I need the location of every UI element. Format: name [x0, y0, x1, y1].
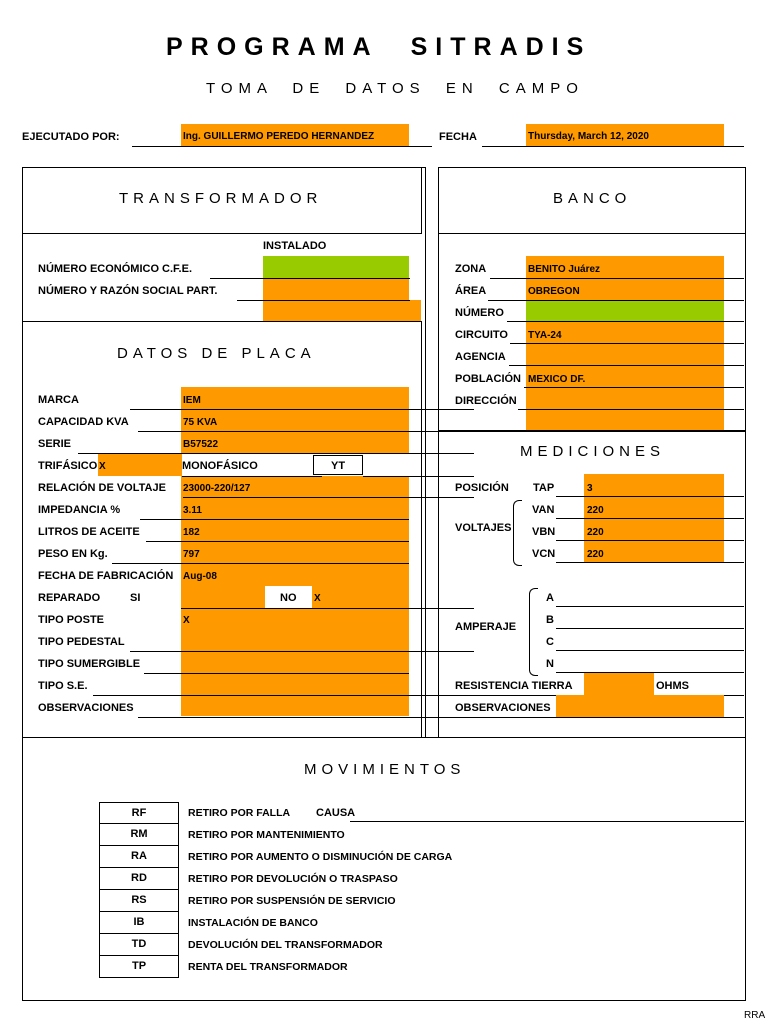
van-label: VAN: [532, 504, 555, 516]
vbn-underline: [556, 540, 744, 541]
vcn-label: VCN: [532, 548, 556, 560]
monofasico-label: MONOFÁSICO: [182, 460, 258, 472]
movimiento-desc-rf: RETIRO POR FALLA: [188, 807, 291, 819]
reparado-label: REPARADO: [38, 592, 101, 604]
ejecutado-underline: [132, 146, 432, 147]
tap-value: 3: [587, 483, 593, 494]
relacion-label: RELACIÓN DE VOLTAJE: [38, 482, 166, 494]
fecha-underline: [482, 146, 744, 147]
numero-razon-label: NÚMERO Y RAZÓN SOCIAL PART.: [38, 285, 218, 297]
movimiento-code-rd[interactable]: RD: [99, 868, 179, 890]
serie-label: SERIE: [38, 438, 72, 450]
movimiento-desc-tp: RENTA DEL TRANSFORMADOR: [188, 961, 348, 973]
amperaje-label: AMPERAJE: [455, 621, 517, 633]
area-value: OBREGON: [528, 286, 580, 297]
placa-field-block-3[interactable]: [181, 586, 265, 608]
circuito-label: CIRCUITO: [455, 329, 508, 341]
impedancia-value: 3.11: [183, 505, 202, 516]
capacidad-underline: [138, 431, 474, 432]
amperaje-c-underline: [556, 650, 744, 651]
tipo-se-label: TIPO S.E.: [38, 680, 88, 692]
trifasico-field[interactable]: [98, 454, 182, 476]
mediciones-title: MEDICIONES: [520, 443, 666, 460]
tipo-pedestal-underline: [130, 651, 474, 652]
direccion-underline: [518, 409, 744, 410]
van-value: 220: [587, 505, 604, 516]
serie-value: B57522: [183, 439, 219, 450]
placa-field-block-4[interactable]: [312, 586, 409, 608]
ejecutado-label: EJECUTADO POR:: [22, 131, 120, 143]
movimientos-title: MOVIMIENTOS: [304, 761, 466, 778]
causa-underline: [350, 821, 744, 822]
trifasico-label: TRIFÁSICO: [38, 460, 98, 472]
numero-razon-field[interactable]: [263, 278, 409, 300]
observaciones-mediciones-field[interactable]: [556, 695, 724, 717]
vbn-value: 220: [587, 527, 604, 538]
amperaje-c-label: C: [546, 636, 554, 648]
fecha-fab-label: FECHA DE FABRICACIÓN: [38, 570, 174, 582]
ejecutado-value: Ing. GUILLERMO PEREDO HERNANDEZ: [183, 131, 375, 142]
tipo-se-underline: [93, 695, 474, 696]
impedancia-label: IMPEDANCIA %: [38, 504, 121, 516]
tipo-poste-label: TIPO POSTE: [38, 614, 105, 626]
peso-label: PESO EN Kg.: [38, 548, 108, 560]
impedancia-underline: [140, 519, 409, 520]
voltajes-brace: [513, 500, 522, 566]
numero-economico-field[interactable]: [263, 256, 409, 278]
movimiento-code-ra[interactable]: RA: [99, 846, 179, 868]
numero-razon-underline: [237, 300, 410, 301]
voltajes-label: VOLTAJES: [455, 522, 512, 534]
si-label: SI: [130, 592, 141, 604]
placa-field-block-5[interactable]: [181, 608, 409, 716]
litros-underline: [146, 541, 409, 542]
circuito-underline: [510, 343, 744, 344]
tipo-pedestal-label: TIPO PEDESTAL: [38, 636, 125, 648]
amperaje-n-label: N: [546, 658, 554, 670]
van-underline: [556, 518, 744, 519]
yt-label: YT: [331, 460, 346, 472]
agencia-underline: [509, 365, 744, 366]
posicion-label: POSICIÓN: [455, 482, 509, 494]
capacidad-value: 75 KVA: [183, 417, 218, 428]
movimiento-code-tp[interactable]: TP: [99, 956, 179, 978]
no-value: X: [314, 593, 321, 604]
instalado-label: INSTALADO: [263, 240, 327, 252]
resistencia-label: RESISTENCIA TIERRA: [455, 680, 573, 692]
movimiento-desc-rs: RETIRO POR SUSPENSIÓN DE SERVICIO: [188, 895, 396, 907]
vbn-label: VBN: [532, 526, 556, 538]
tap-label: TAP: [533, 482, 555, 494]
numero-field[interactable]: [526, 300, 724, 321]
transformador-extra-field[interactable]: [263, 300, 421, 321]
movimiento-code-ib[interactable]: IB: [99, 912, 179, 934]
peso-value: 797: [183, 549, 200, 560]
observaciones-placa-underline: [138, 717, 474, 718]
area-label: ÁREA: [455, 285, 487, 297]
marca-underline: [130, 409, 474, 410]
capacidad-label: CAPACIDAD KVA: [38, 416, 129, 428]
fecha-fab-value: Aug-08: [183, 571, 217, 582]
vcn-value: 220: [587, 549, 604, 560]
zona-underline: [490, 278, 744, 279]
observaciones-mediciones-underline: [455, 717, 744, 718]
poblacion-label: POBLACIÓN: [455, 373, 521, 385]
tap-underline: [556, 496, 744, 497]
numero-underline: [507, 321, 744, 322]
resistencia-field[interactable]: [584, 673, 654, 695]
zona-label: ZONA: [455, 263, 487, 275]
causa-label: CAUSA: [316, 807, 356, 819]
movimiento-desc-rm: RETIRO POR MANTENIMIENTO: [188, 829, 345, 841]
trifasico-row-underline: [363, 476, 474, 477]
serie-underline: [78, 453, 474, 454]
movimiento-code-rm[interactable]: RM: [99, 824, 179, 846]
poblacion-underline: [524, 387, 744, 388]
page-subtitle: TOMA DE DATOS EN CAMPO: [206, 80, 584, 97]
tipo-sumergible-underline: [144, 673, 409, 674]
movimiento-code-td[interactable]: TD: [99, 934, 179, 956]
marca-label: MARCA: [38, 394, 79, 406]
numero-label: NÚMERO: [455, 307, 504, 319]
relacion-value: 23000-220/127: [183, 483, 251, 494]
marca-value: IEM: [183, 395, 201, 406]
reparado-underline: [181, 608, 474, 609]
amperaje-brace: [529, 588, 538, 676]
litros-value: 182: [183, 527, 200, 538]
agencia-label: AGENCIA: [455, 351, 506, 363]
page-title: PROGRAMA SITRADIS: [166, 33, 592, 61]
observaciones-mediciones-label: OBSERVACIONES: [455, 702, 551, 714]
monofasico-underline: [182, 476, 322, 477]
movimiento-code-rf[interactable]: RF: [99, 802, 179, 824]
peso-underline: [112, 563, 409, 564]
relacion-underline: [183, 497, 474, 498]
vcn-underline: [556, 562, 744, 563]
zona-value: BENITO Juárez: [528, 264, 601, 275]
circuito-value: TYA-24: [528, 330, 562, 341]
tipo-poste-value: X: [183, 615, 190, 626]
movimiento-desc-rd: RETIRO POR DEVOLUCIÓN O TRASPASO: [188, 873, 398, 885]
movimiento-desc-td: DEVOLUCIÓN DEL TRANSFORMADOR: [188, 939, 383, 951]
amperaje-a-underline: [556, 606, 744, 607]
amperaje-b-underline: [556, 628, 744, 629]
movimiento-code-rs[interactable]: RS: [99, 890, 179, 912]
fecha-value: Thursday, March 12, 2020: [528, 131, 649, 142]
amperaje-a-label: A: [546, 592, 554, 604]
banco-title: BANCO: [553, 190, 632, 207]
fecha-label: FECHA: [439, 131, 477, 143]
transformador-title: TRANSFORMADOR: [119, 190, 323, 207]
tipo-sumergible-label: TIPO SUMERGIBLE: [38, 658, 141, 670]
numero-economico-underline: [210, 278, 410, 279]
movimiento-desc-ra: RETIRO POR AUMENTO O DISMINUCIÓN DE CARGA: [188, 851, 453, 863]
amperaje-b-label: B: [546, 614, 554, 626]
movimiento-desc-ib: INSTALACIÓN DE BANCO: [188, 917, 318, 929]
observaciones-placa-label: OBSERVACIONES: [38, 702, 134, 714]
datos-placa-title: DATOS DE PLACA: [117, 345, 316, 362]
direccion-label: DIRECCIÓN: [455, 395, 517, 407]
trifasico-value: X: [99, 461, 106, 472]
footer-initials: RRA: [744, 1010, 766, 1021]
numero-economico-label: NÚMERO ECONÓMICO C.F.E.: [38, 263, 193, 275]
poblacion-value: MEXICO DF.: [528, 374, 586, 385]
mediciones-divider: [438, 430, 746, 432]
area-underline: [488, 300, 744, 301]
no-label: NO: [280, 592, 297, 604]
litros-label: LITROS DE ACEITE: [38, 526, 140, 538]
ohms-label: OHMS: [656, 680, 689, 692]
